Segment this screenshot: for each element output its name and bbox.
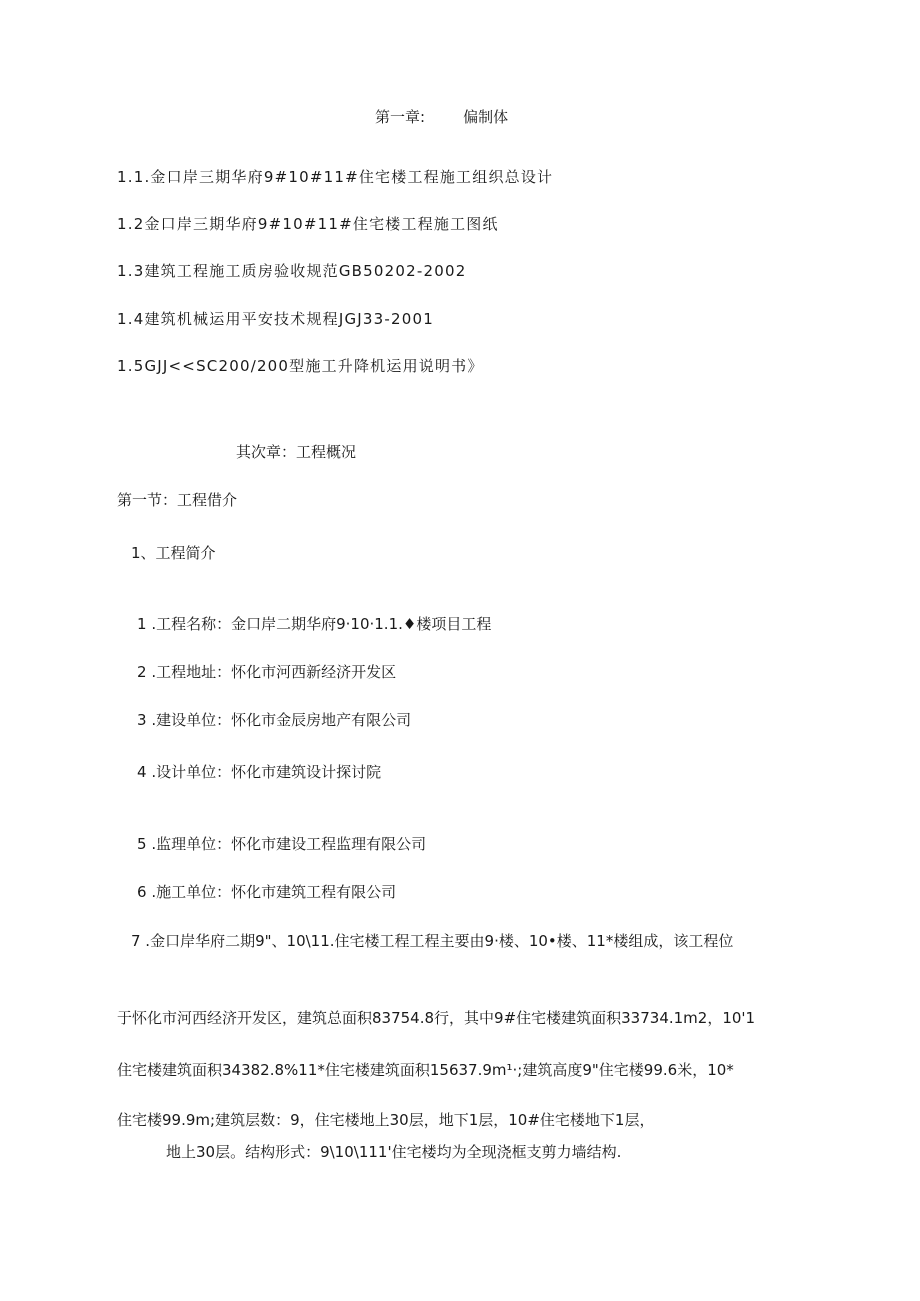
reference-item-1: 1.1.金口岸三期华府9#10#11#住宅楼工程施工组织总设计 xyxy=(117,168,554,186)
item-text: .工程名称：金口岸二期华府9·10·1.1.♦楼项目工程 xyxy=(151,615,492,633)
reference-item-2: 1.2金口岸三期华府9#10#11#住宅楼工程施工图纸 xyxy=(117,215,499,233)
project-item-4 xyxy=(137,762,381,782)
item-text: .建设单位：怀化市金辰房地产有限公司 xyxy=(151,711,412,729)
project-item-7-line-5: 地上30层。结构形式：9\10\111'住宅楼均为全现浇框支剪力墙结构. xyxy=(166,1143,622,1161)
chapter-1-title: 偏制体 xyxy=(463,108,509,126)
item-number: 6 xyxy=(137,883,147,901)
project-item-5 xyxy=(137,834,426,854)
project-item-7-line-1: 7 .金口岸华府二期9"、10\11.住宅楼工程工程主要由9·楼、10•楼、11*楼组成，该工程位 xyxy=(131,932,734,950)
project-item-2 xyxy=(137,662,396,682)
project-item-1 xyxy=(137,614,491,634)
item-number: 2 xyxy=(137,663,147,681)
project-item-7-line-4: 住宅楼99.9m;建筑层数：9，住宅楼地上30层，地下1层，10#住宅楼地下1层， xyxy=(117,1111,655,1129)
subsection-1-heading: 1、工程简介 xyxy=(131,544,216,562)
project-item-7-line-2: 于怀化市河西经济开发区，建筑总面积83754.8行，其中9#住宅楼建筑面积33734.1m2，10'1 xyxy=(117,1009,756,1027)
item-text: .监理单位：怀化市建设工程监理有限公司 xyxy=(151,835,427,853)
chapter-1-label: 第一章: xyxy=(375,108,426,126)
item-number: 4 xyxy=(137,763,147,781)
item-text: .施工单位：怀化市建筑工程有限公司 xyxy=(151,883,397,901)
project-item-6 xyxy=(137,882,396,902)
item-text: .设计单位：怀化市建筑设计探讨院 xyxy=(151,763,382,781)
item-number: 5 xyxy=(137,835,147,853)
project-item-7-line-3: 住宅楼建筑面积34382.8%11*住宅楼建筑面积15637.9m¹·;建筑高度9"住宅楼99.6米，10* xyxy=(117,1061,734,1079)
chapter-2-heading: 其次章：工程概况 xyxy=(236,443,357,461)
item-text: .工程地址：怀化市河西新经济开发区 xyxy=(151,663,397,681)
item-number: 1 xyxy=(137,615,147,633)
section-1-heading: 第一节：工程借介 xyxy=(117,491,238,509)
reference-item-3: 1.3建筑工程施工质房验收规范GB50202-2002 xyxy=(117,262,467,280)
reference-item-4: 1.4建筑机械运用平安技术规程JGJ33-2001 xyxy=(117,310,435,328)
chapter-1-heading xyxy=(375,107,508,127)
reference-item-5: 1.5GJJ<<SC200∕200型施工升降机运用说明书》 xyxy=(117,357,484,375)
item-number: 3 xyxy=(137,711,147,729)
project-item-3 xyxy=(137,710,411,730)
